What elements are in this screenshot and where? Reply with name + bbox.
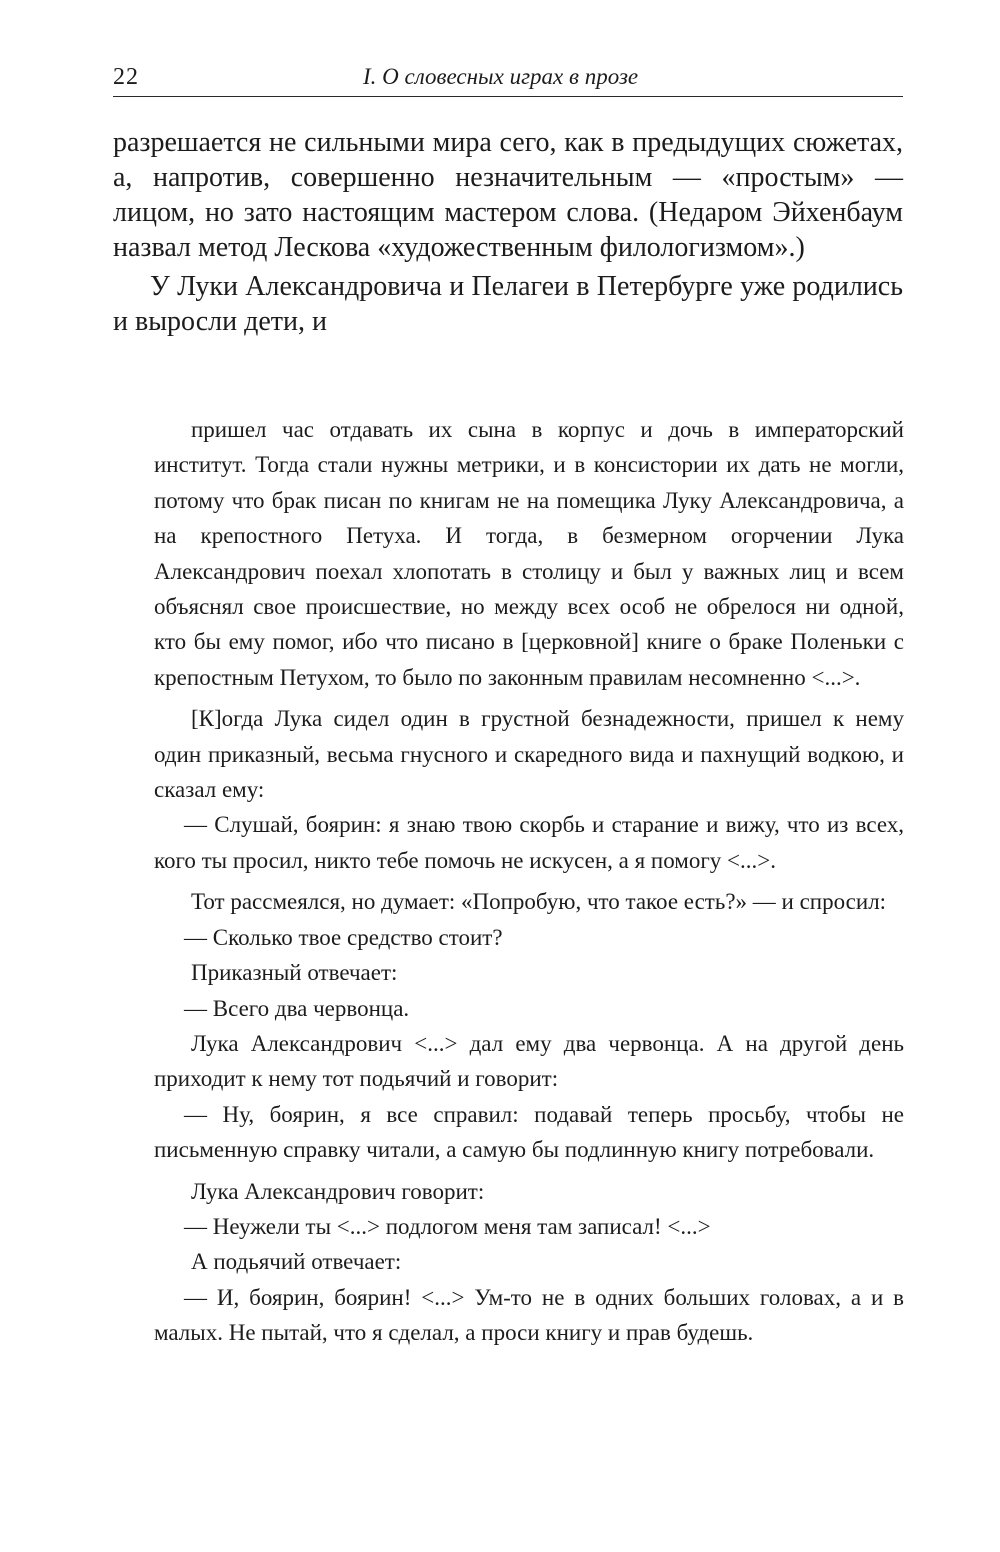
dialogue-line: — Сколько твое средство стоит? [184,924,503,950]
quote-paragraph: пришел час отдавать их сына в корпус и дочь в императорский институт. Тогда стали нужны метрики, и в консистории их дать не могли, потому что брак писан по книгам не на помещика Луку Александровича, а на крепостного Петуха. И тогда, в безмерном огорчении Лука Александрович поехал хлопотать в столицу и был у важных лиц и всем объяснял свое происшествие, но между всех особ не обрелося ни одной, кто бы ему помог, ибо что писано в [церковной] книге о браке Поленьки с крепостным Петухом, то было по законным правилам несомненно <...>. [154,417,904,690]
dialogue-line: — И, боярин, боярин! <...> Ум-то не в одних больших головах, а и в малых. Не пытай, что я сделал, а проси книгу и прав будешь. [154,1284,904,1346]
quote-paragraph: Тот рассмеялся, но думает: «Попробую, что такое есть?» — и спросил: [191,889,887,915]
quote-paragraph: Лука Александрович говорит: [191,1178,485,1204]
block-quote [154,412,904,1351]
quote-paragraph: А подьячий отвечает: [191,1249,402,1275]
chapter-title: I. О словесных играх в прозе [363,64,639,89]
main-text [113,125,903,339]
quote-paragraph: [К]огда Лука сидел один в грустной безнадежности, пришел к нему один приказный, весьма гнусного и скаредного вида и пахнущий водкою, и сказал ему: [154,706,904,803]
quote-paragraph: Приказный отвечает: [191,960,398,986]
page-number: 22 [113,64,139,90]
dialogue-line: — Ну, боярин, я все справил: подавай теперь просьбу, чтобы не письменную справку читали, а самую бы подлинную книгу потребовали. [154,1101,904,1163]
dialogue-line: — Слушай, боярин: я знаю твою скорбь и старание и вижу, что из всех, кого ты просил, никто тебе помочь не искусен, а я помогу <...>. [154,812,904,873]
running-head [113,62,903,97]
paragraph: разрешается не сильными мира сего, как в предыдущих сюжетах, а, напротив, совершенно незначительным — «простым» — лицом, но зато настоящим мастером слова. (Недаром Эйхенбаум назвал метод Лескова «художественным филологизмом».) [113,127,903,263]
quote-paragraph: Лука Александрович <...> дал ему два червонца. А на другой день приходит к нему тот подьячий и говорит: [154,1030,904,1092]
paragraph: У Луки Александровича и Пелагеи в Петербурге уже родились и выросли дети, и [113,271,903,337]
dialogue-line: — Неужели ты <...> подлогом меня там записал! <...> [184,1213,711,1239]
dialogue-line: — Всего два червонца. [184,995,410,1021]
